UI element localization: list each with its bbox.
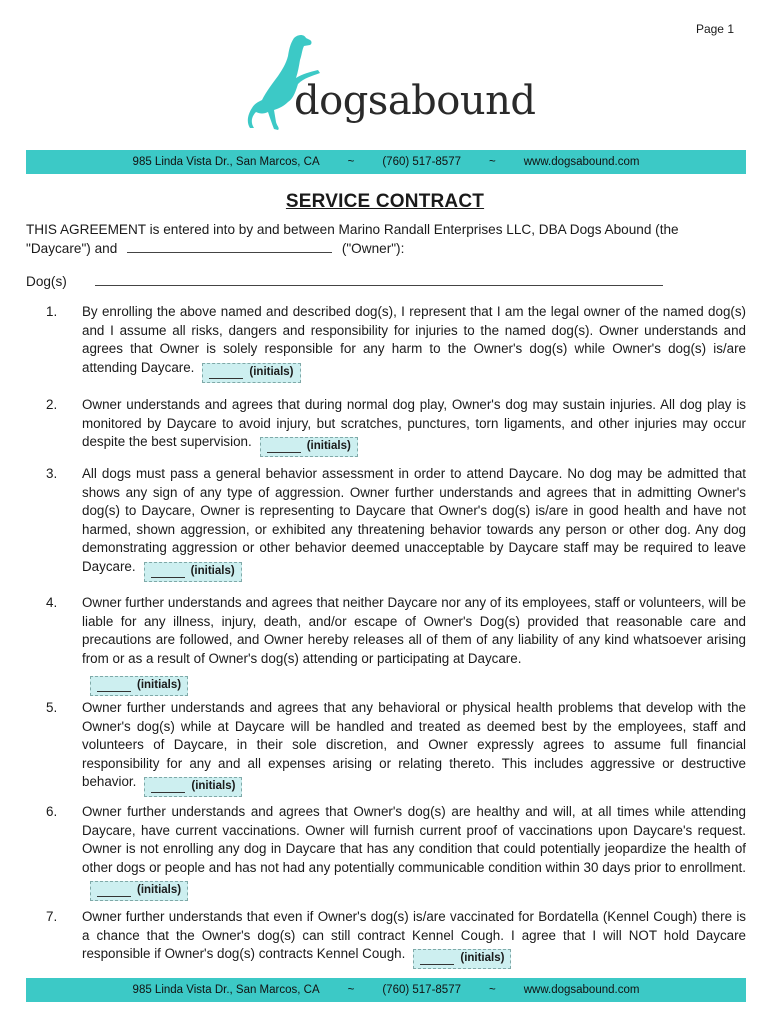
initials-label: (initials): [460, 952, 505, 965]
initials-label: (initials): [249, 365, 294, 378]
initials-field[interactable]: [90, 881, 188, 901]
brand-logo: [244, 32, 534, 142]
initials-label: (initials): [190, 564, 235, 577]
clause-text: By enrolling the above named and described dog(s), I represent that I am the legal owner of the named dog(s) and I assume all risks, dangers and responsibility for injuries to the named dog(s). Owner understands and agrees that Owner is solely responsible for any harm to the Owner's dog(s) while Owner's dog(s) is/are attending Daycare.: [82, 304, 746, 375]
initials-label: (initials): [137, 679, 182, 692]
owner-name-field[interactable]: [127, 240, 332, 253]
clause-3: [26, 465, 746, 582]
dogs-label: Dog(s): [26, 274, 67, 289]
initials-label: (initials): [191, 780, 236, 793]
initials-field[interactable]: [413, 949, 511, 969]
clause-4: [26, 594, 746, 696]
initials-field[interactable]: [202, 363, 300, 383]
clause-number: 4.: [46, 595, 58, 610]
clause-number: 7.: [46, 909, 58, 924]
intro-paragraph: [26, 220, 726, 258]
dogs-field[interactable]: [95, 273, 663, 286]
dogs-row: [26, 273, 663, 289]
address: 985 Linda Vista Dr., San Marcos, CA: [132, 156, 320, 168]
contact-bar-bottom: [26, 978, 746, 1002]
website-link[interactable]: www.dogsabound.com: [523, 156, 640, 168]
clause-2: [26, 396, 746, 457]
clause-1: [26, 303, 746, 383]
clause-5: [26, 699, 746, 797]
page-number: Page 1: [695, 22, 734, 36]
clause-text: Owner understands and agrees that during normal dog play, Owner's dog may sustain injuries. All dog play is monitored by Daycare to avoid injury, but scratches, punctures, torn ligaments, and other injuries may occur despite the best supervision.: [82, 397, 746, 450]
initials-field[interactable]: [90, 676, 188, 696]
contact-bar-top: [26, 150, 746, 174]
intro-text: THIS AGREEMENT is entered into by and between Marino Randall Enterprises LLC, DBA Dogs Abound (the "Daycare") and: [26, 222, 679, 256]
brand-name: dogsabound: [294, 78, 536, 124]
clause-text: Owner further understands and agrees that Owner's dog(s) are healthy and will, at all times while attending Daycare, have current vaccinations. Owner will furnish current proof of vaccinations upon Daycare's request. Owner is not enrolling any dog in Daycare that has any condition that could potentially jeopardize the health of other dogs or people and has not had any potentially communicable condition within 30 days prior to enrollment.: [82, 804, 746, 875]
clause-number: 1.: [46, 304, 58, 319]
initials-field[interactable]: [260, 437, 358, 457]
clause-text: All dogs must pass a general behavior assessment in order to attend Daycare. No dog may be admitted that shows any sign of any type of aggression. Owner further understands and agrees that in admitting Owner's dog(s) to Daycare, Owner is representing to Daycare that Owner's dog(s) is/are in good health and have not harmed, shown aggression, or exhibited any threatening behavior towards any person or other dog. Any dog demonstrating aggression or other behavior deemed unacceptable by Daycare staff may be required to leave Daycare.: [82, 466, 746, 574]
separator: ~: [347, 156, 355, 168]
clause-6: [26, 803, 746, 901]
clause-text: Owner further understands that even if Owner's dog(s) is/are vaccinated for Bordatella (Kennel Cough) there is a chance that the Owner's dog(s) can still contract Kennel Cough. I agree that I will NOT hold Daycare responsible if Owner's dog(s) contracts Kennel Cough.: [82, 909, 746, 962]
initials-field[interactable]: [144, 562, 242, 582]
document-title: SERVICE CONTRACT: [285, 191, 485, 212]
clause-number: 2.: [46, 397, 58, 412]
address: 985 Linda Vista Dr., San Marcos, CA: [132, 984, 320, 996]
phone: (760) 517-8577: [382, 984, 461, 996]
separator: ~: [489, 984, 496, 996]
separator: ~: [347, 984, 355, 996]
clause-number: 3.: [46, 466, 58, 481]
initials-label: (initials): [137, 884, 182, 897]
initials-label: (initials): [306, 440, 351, 453]
clause-number: 6.: [46, 804, 58, 819]
phone: (760) 517-8577: [382, 156, 461, 168]
clause-7: [26, 908, 746, 969]
clause-number: 5.: [46, 700, 58, 715]
clause-text: Owner further understands and agrees that any behavioral or physical health problems that develop with the Owner's dog(s) while at Daycare will be handled and treated as deemed best by the employees, staff and volunteers of Daycare, in their sole discretion, and Owner expressly agrees to assume full financial responsibility for any and all expenses arising or relating thereto. This includes aggressive or destructive behavior.: [82, 700, 746, 790]
website-link[interactable]: www.dogsabound.com: [523, 984, 640, 996]
clause-text: Owner further understands and agrees that neither Daycare nor any of its employees, staff or volunteers, will be liable for any illness, injury, death, and/or escape of Owner's Dog(s) provided that reasonable care and precautions are followed, and Owner hereby releases all of them of any liability of any kind whatsoever arising from or as a result of Owner's dog(s) attending or participating at Daycare.: [82, 595, 746, 666]
intro-owner-text: ("Owner"):: [341, 241, 405, 256]
separator: ~: [489, 156, 496, 168]
initials-field[interactable]: [144, 777, 242, 797]
